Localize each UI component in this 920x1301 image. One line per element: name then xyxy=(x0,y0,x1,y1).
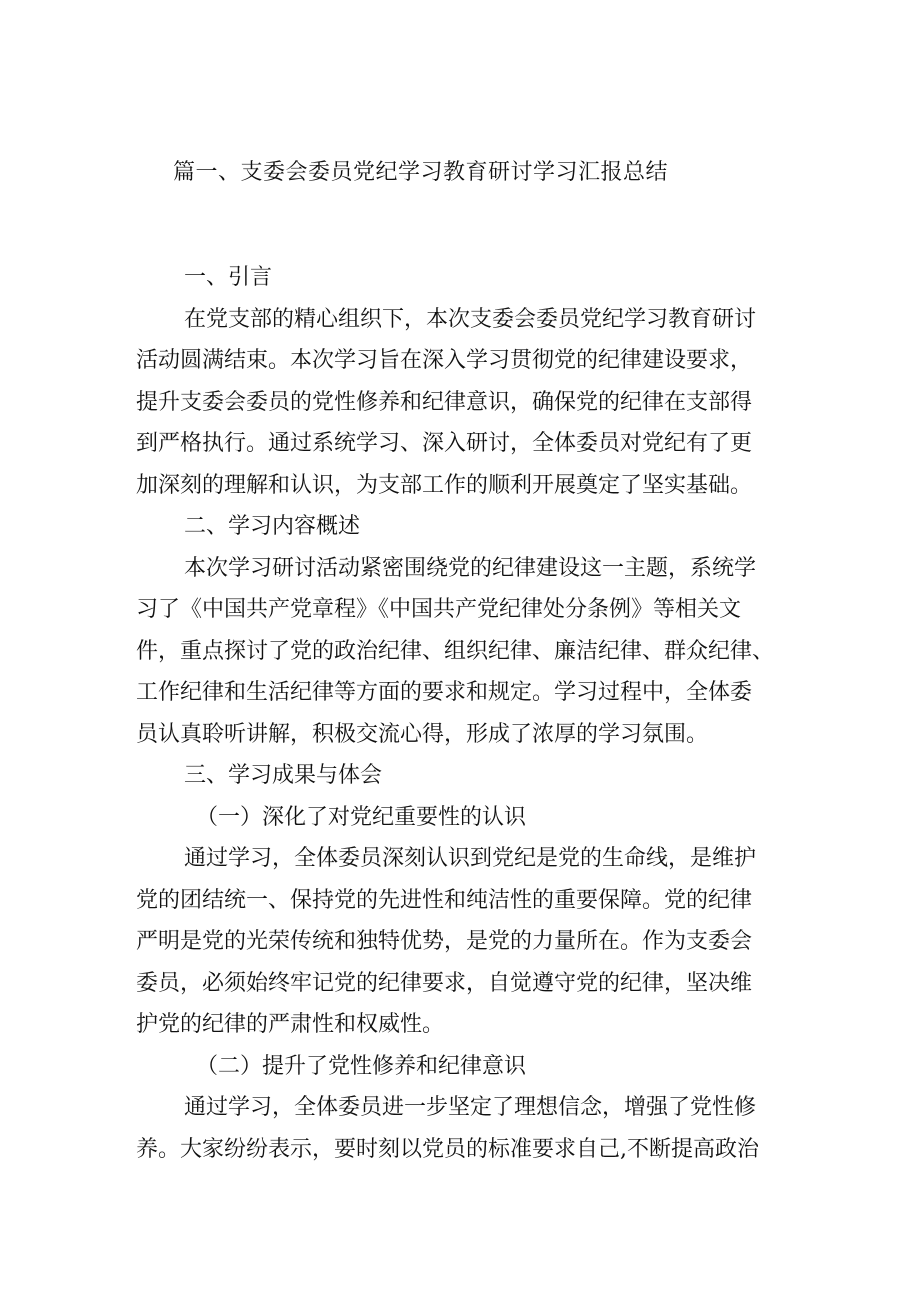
heading-introduction: 一、引言 xyxy=(184,265,273,290)
paragraph-line: 加深刻的理解和认识，为支部工作的顺利开展奠定了坚实基础。 xyxy=(136,472,753,498)
paragraph-line: 工作纪律和生活纪律等方面的要求和规定。学习过程中，全体委 xyxy=(136,680,753,705)
paragraph-line: 通过学习，全体委员深刻认识到党纪是党的生命线，是维护 xyxy=(184,846,757,871)
heading-content-overview: 二、学习内容概述 xyxy=(184,514,361,539)
paragraph-line: 委员，必须始终牢记党的纪律要求，自觉遵守党的纪律，坚决维 xyxy=(136,970,753,996)
paragraph-line: 党的团结统一、保持党的先进性和纯洁性的重要保障。党的纪律 xyxy=(136,887,753,913)
paragraph-line: 本次学习研讨活动紧密围绕党的纪律建设这一主题，系统学 xyxy=(184,555,757,581)
paragraph-line: 护党的纪律的严肃性和权威性。 xyxy=(136,1012,445,1037)
paragraph-line: 提升支委会委员的党性修养和纪律意识，确保党的纪律在支部得 xyxy=(136,389,753,415)
paragraph-line: 严明是党的光荣传统和独特优势，是党的力量所在。作为支委会 xyxy=(136,929,753,954)
paragraph-line: 活动圆满结束。本次学习旨在深入学习贯彻党的纪律建设要求， xyxy=(136,348,753,373)
paragraph-line: 件，重点探讨了党的政治纪律、组织纪律、廉洁纪律、群众纪律、 xyxy=(136,638,775,664)
subheading-party-spirit: （二）提升了党性修养和纪律意识 xyxy=(196,1053,527,1079)
document-body xyxy=(0,257,920,1170)
heading-results: 三、学习成果与体会 xyxy=(184,763,383,788)
paragraph-line: 通过学习，全体委员进一步坚定了理想信念，增强了党性修 xyxy=(184,1095,757,1120)
paragraph-line: 员认真聆听讲解，积极交流心得，形成了浓厚的学习氛围。 xyxy=(136,721,709,747)
paragraph-line: 习了《中国共产党章程》《中国共产党纪律处分条例》等相关文 xyxy=(136,597,742,622)
document-title: 篇一、支委会委员党纪学习教育研讨学习汇报总结 xyxy=(173,160,669,185)
paragraph-line: 到严格执行。通过系统学习、深入研讨，全体委员对党纪有了更 xyxy=(136,431,753,456)
paragraph-line: 养。大家纷纷表示，要时刻以党员的标准要求自己,不断提高政治 xyxy=(136,1136,759,1162)
paragraph-line: 在党支部的精心组织下，本次支委会委员党纪学习教育研讨 xyxy=(184,306,757,332)
subheading-understanding: （一）深化了对党纪重要性的认识 xyxy=(196,804,527,830)
